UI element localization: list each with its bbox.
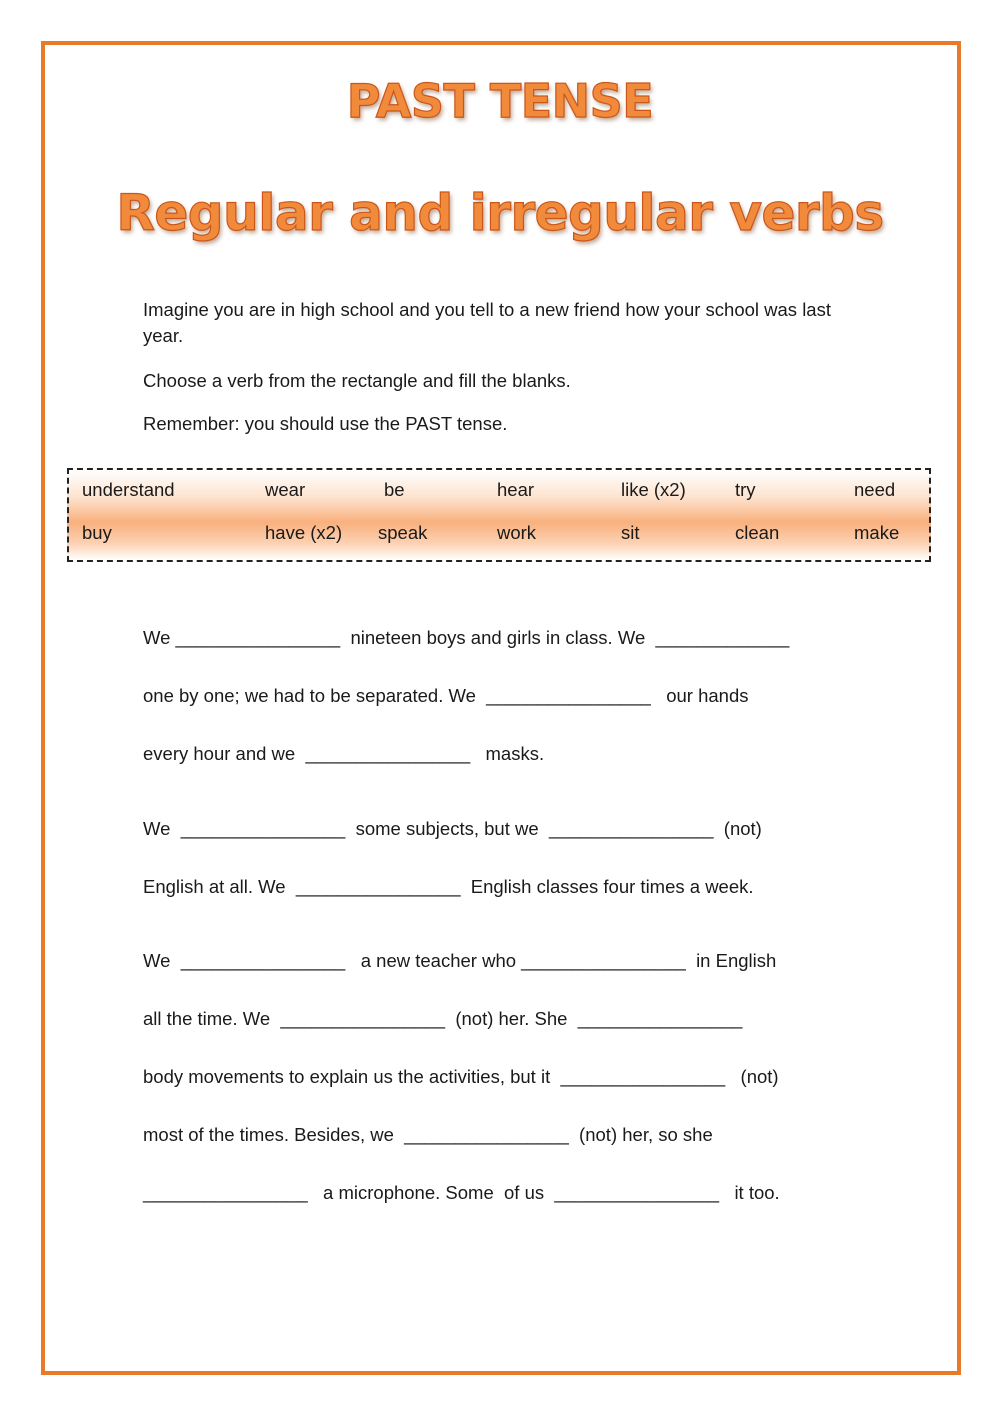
exercise-line: We ________________ nineteen boys and girls in class. We _____________ <box>143 627 790 648</box>
verb-item: make <box>854 522 900 543</box>
verb-item: like (x2) <box>621 479 686 500</box>
instruction-1: Imagine you are in high school and you tell to a new friend how your school was last year. <box>143 299 831 346</box>
verb-item: buy <box>82 522 112 543</box>
verb-item: need <box>854 479 896 500</box>
exercise-line: all the time. We ________________ (not) her. She ________________ <box>143 1008 743 1029</box>
exercise-line: body movements to explain us the activities, but it ________________ (not) <box>143 1066 779 1087</box>
exercise-line: most of the times. Besides, we ________________ (not) her, so she <box>143 1124 713 1145</box>
verb-item: understand <box>82 479 175 500</box>
instruction-3: Remember: you should use the PAST tense. <box>143 413 508 434</box>
verb-item: wear <box>265 479 306 500</box>
exercise-line: English at all. We ________________ English classes four times a week. <box>143 876 754 897</box>
verb-item: have (x2) <box>265 522 343 543</box>
exercise-line: We ________________ some subjects, but we ________________ (not) <box>143 818 762 839</box>
verb-item: work <box>497 522 537 543</box>
verb-item: hear <box>497 479 535 500</box>
exercise-line: every hour and we ________________ masks. <box>143 743 545 764</box>
verb-item: speak <box>378 522 428 543</box>
exercise-line: We ________________ a new teacher who ________________ in English <box>143 950 777 971</box>
page-title: PAST TENSE <box>346 74 654 128</box>
verb-item: try <box>735 479 756 500</box>
verb-box <box>67 468 931 562</box>
exercise-line: one by one; we had to be separated. We ________________ our hands <box>143 685 749 706</box>
page-subtitle: Regular and irregular verbs <box>116 184 884 242</box>
verb-item: be <box>384 479 405 500</box>
verb-item: sit <box>621 522 640 543</box>
verb-item: clean <box>735 522 780 543</box>
exercise-line: ________________ a microphone. Some of us ________________ it too. <box>143 1182 780 1203</box>
instruction-2: Choose a verb from the rectangle and fill the blanks. <box>143 370 571 391</box>
